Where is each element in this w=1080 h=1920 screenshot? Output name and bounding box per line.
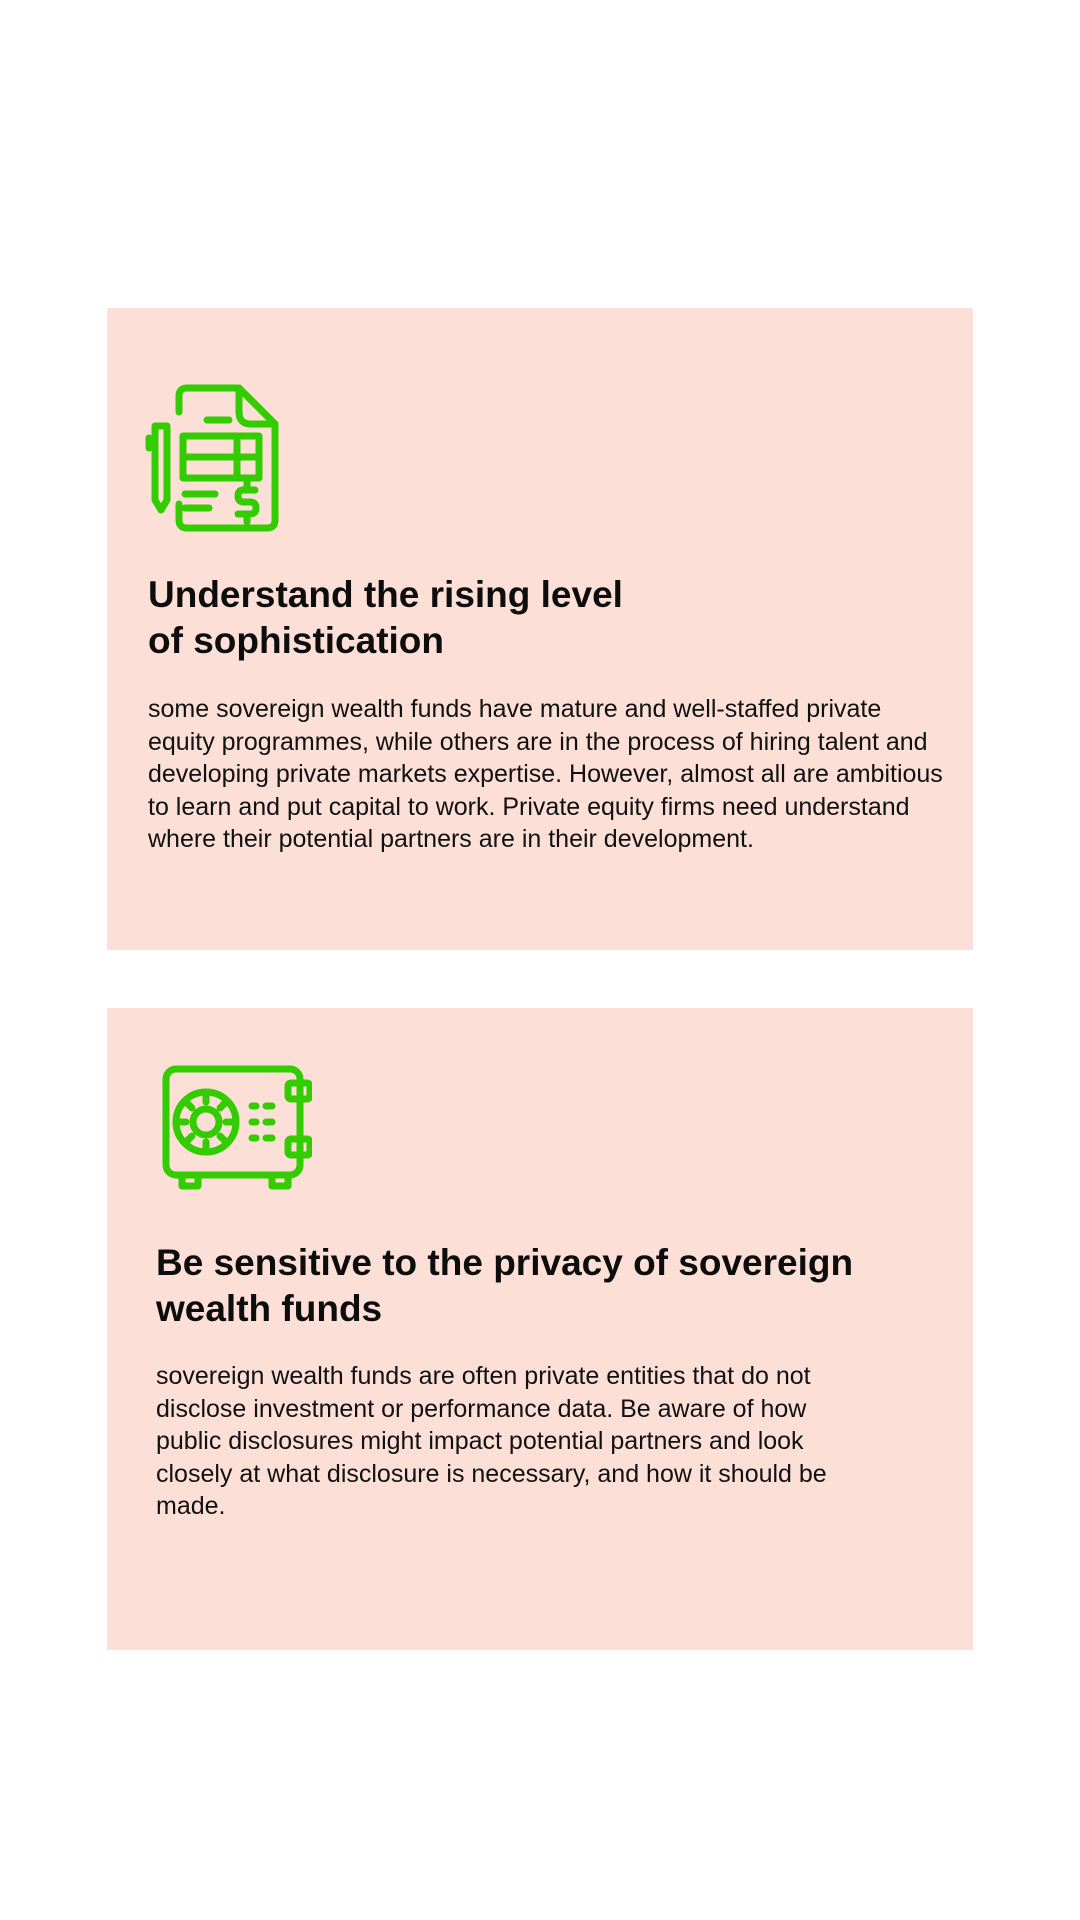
card-body: sovereign wealth funds are often private entities that do not disclose investment or performance data. Be aware of how public disclosures might impact potential partners and look closely at what disclosure is necessary, and how it should be made. [156,1362,827,1520]
card-body: some sovereign wealth funds have mature and well-staffed private equity programmes, while others are in the process of hiring talent and developing private markets expertise. However, almost all are ambitious to learn and put capital to work. Private equity firms need understand where their potential partners are in their development. [148,695,943,853]
sophistication-card [107,308,973,950]
privacy-card [107,1008,973,1650]
card-heading: Be sensitive to the privacy of sovereign wealth funds [156,1242,854,1329]
card-heading: Understand the rising level of sophistication [148,574,623,661]
invoice-document-icon [143,382,287,532]
safe-vault-icon [162,1063,312,1193]
